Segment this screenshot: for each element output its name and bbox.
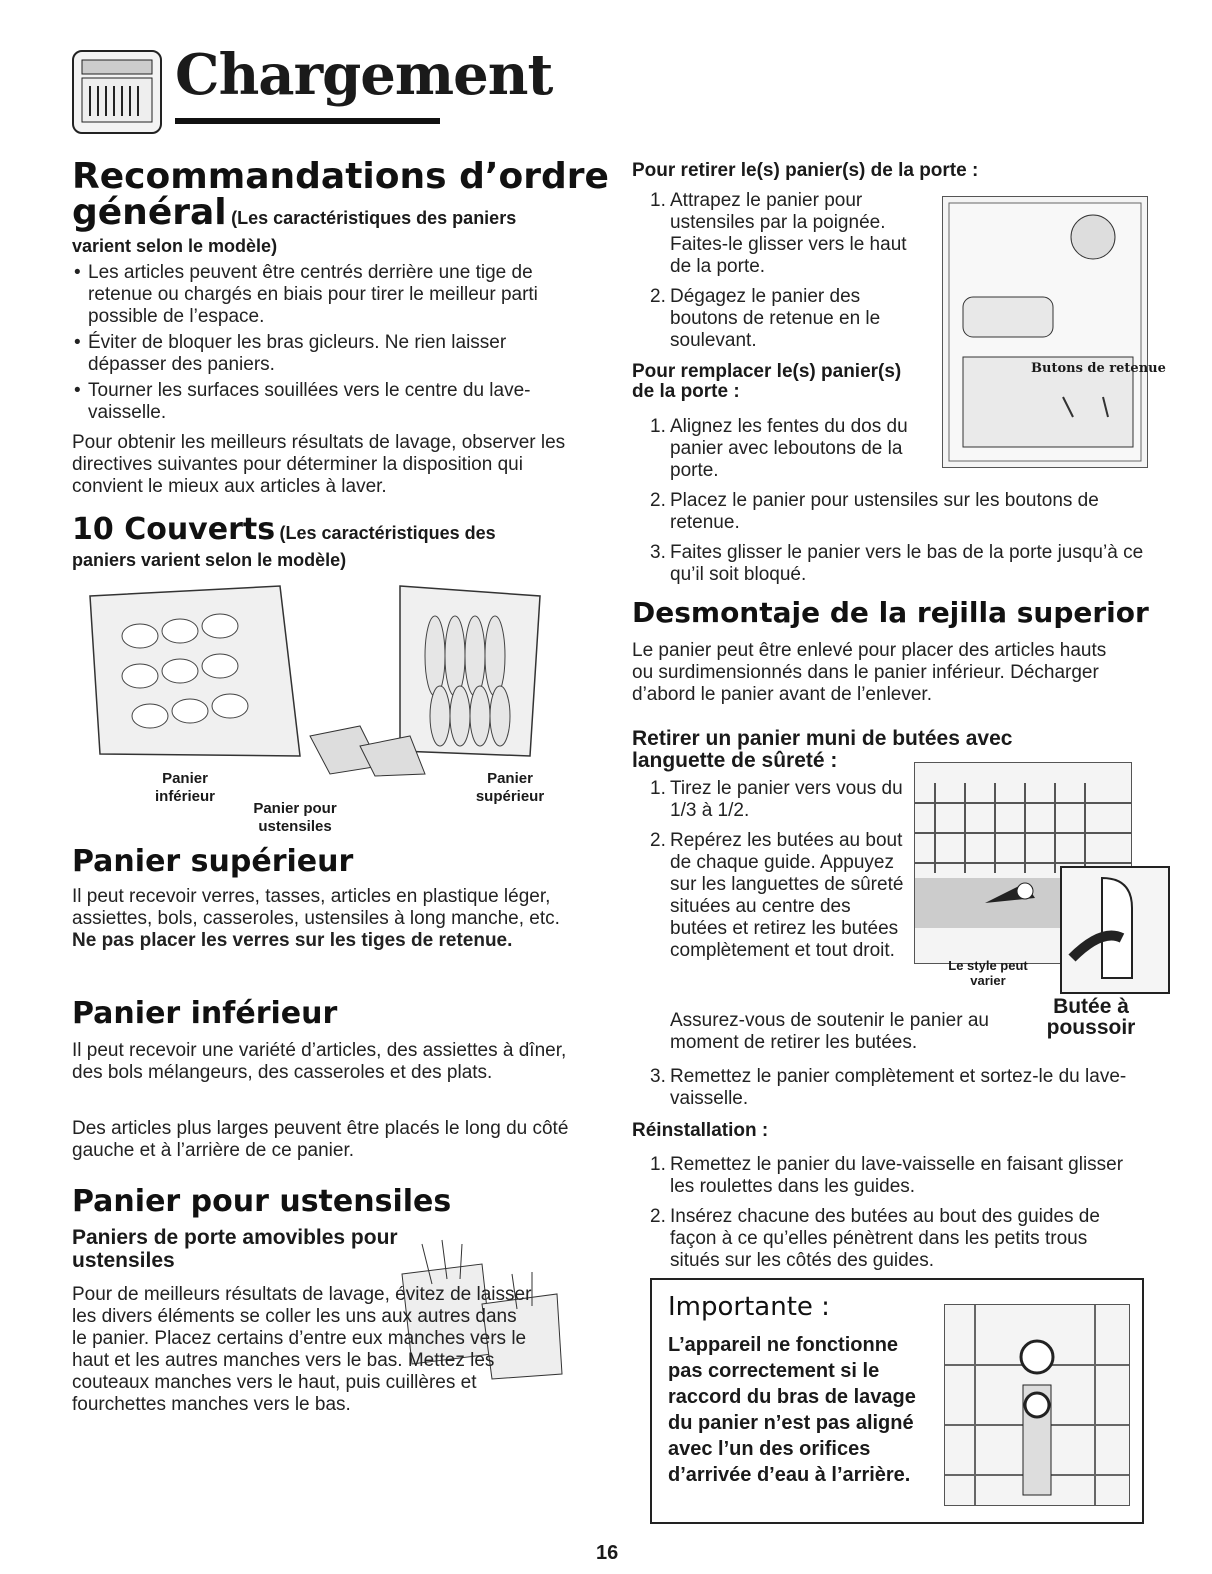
page-title: Chargement — [175, 42, 553, 108]
remove-rack-note: Assurez-vous de soutenir le panier au moment de retirer les butées. — [670, 1010, 989, 1053]
list-item: • Éviter de bloquer les bras gicleurs. Ne rien laisser dépasser des paniers. — [72, 332, 582, 376]
dishwasher-icon — [72, 50, 162, 134]
reco-subtitle: varient selon le modèle) — [72, 236, 278, 256]
list-item: 1. Attrapez le panier pour ustensiles par la poignée. Faites-le glisser vers le haut de la porte. — [650, 190, 907, 277]
list-item: 2. Dégagez le panier des boutons de retenue en le soulevant. — [650, 286, 881, 351]
utensil-basket-subtitle: Paniers de porte amovibles pour ustensiles — [72, 1226, 398, 1272]
push-stopper-label: Butée à poussoir — [1046, 995, 1136, 1039]
couverts-title: 10 Couverts (Les caractéristiques des — [72, 512, 496, 547]
door-buttons-illustration — [942, 196, 1166, 468]
replace-door-basket-steps — [636, 490, 1146, 594]
couverts-subtitle: paniers varient selon le modèle) — [72, 550, 347, 570]
desmontaje-title: Desmontaje de la rejilla superior — [632, 596, 1149, 629]
lower-basket-para1: Il peut recevoir une variété d’articles, des assiettes à dîner, des bols mélangeurs, des casseroles et des plats. — [72, 1040, 567, 1083]
remove-door-basket-steps — [636, 190, 926, 360]
racks-illustration — [80, 576, 550, 776]
reco-title-line2: général (Les caractéristiques des paniers — [72, 192, 517, 233]
replace-door-basket-step1 — [636, 416, 926, 490]
upper-basket-title: Panier supérieur — [72, 844, 354, 879]
important-box — [650, 1278, 1144, 1524]
remove-rack-steps — [636, 778, 906, 970]
list-item: 1. Remettez le panier du lave-vaisselle en faisant glisser les roulettes dans les guides. — [650, 1154, 1124, 1197]
reinstall-heading: Réinstallation : — [632, 1120, 769, 1141]
label-upper-basket: Panier supérieur — [475, 770, 545, 805]
page-number: 16 — [596, 1542, 619, 1564]
list-item: 2. Repérez les butées au bout de chaque guide. Appuyez sur les languettes de sûreté situées au centre des butées et retirez les butées complètement et tout droit. — [650, 830, 904, 961]
replace-door-basket-heading: Pour remplacer le(s) panier(s) de la porte : — [632, 361, 902, 402]
stopper-closeup — [1060, 866, 1170, 994]
reco-paragraph: Pour obtenir les meilleurs résultats de lavage, observer les directives suivantes pour déterminer la disposition qui convient le mieux aux articles à laver. — [72, 432, 566, 497]
upper-basket-text: Il peut recevoir verres, tasses, articles en plastique léger, assiettes, bols, casseroles, ustensiles à long manche, etc. Ne pas placer les verres sur les tiges de retenue. — [72, 886, 560, 951]
list-item: 3. Remettez le panier complètement et sortez-le du lave-vaisselle. — [650, 1066, 1127, 1109]
utensil-basket-title: Panier pour ustensiles — [72, 1184, 452, 1219]
title-underline — [175, 118, 440, 124]
important-title: Importante : — [668, 1292, 830, 1322]
list-item: • Tourner les surfaces souillées vers le centre du lave-vaisselle. — [72, 380, 582, 424]
door-buttons-label: Butons de retenue — [1031, 361, 1166, 376]
reinstall-steps — [636, 1154, 1136, 1280]
style-varies-label: Le style peut varier — [948, 958, 1028, 988]
label-lower-basket: Panier inférieur — [154, 770, 215, 805]
reco-title-line1: Recommandations d’ordre — [72, 156, 609, 197]
desmontaje-text: Le panier peut être enlevé pour placer des articles hauts ou surdimensionnés dans le panier inférieur. Décharger d’abord le panier avant de l’enlever. — [632, 640, 1107, 705]
remove-rack-heading: Retirer un panier muni de butées avec languette de sûreté : — [632, 727, 1013, 772]
list-item: 2. Insérez chacune des butées au bout des guides de façon à ce qu’elles pénètrent dans les petits trous situés sur les côtés des guides. — [650, 1206, 1100, 1271]
list-item: 1. Alignez les fentes du dos du panier avec leboutons de la porte. — [650, 416, 908, 481]
spray-arm-illustration — [944, 1304, 1130, 1506]
lower-basket-para2: Des articles plus larges peuvent être placés le long du côté gauche et à l’arrière de ce panier. — [72, 1118, 569, 1161]
list-item: 1. Tirez le panier vers vous du 1/3 à 1/2. — [650, 778, 903, 821]
list-item: • Les articles peuvent être centrés derrière une tige de retenue ou chargés en biais pour tirer le meilleur parti possible de l’espace. — [72, 262, 582, 328]
list-item: 3. Faites glisser le panier vers le bas de la porte jusqu’à ce qu’il soit bloqué. — [650, 542, 1144, 585]
important-text: L’appareil ne fonctionne pas correctement si le raccord du bras de lavage du panier n’est pas aligné avec l’un des orifices d’arrivée d’eau à l’arrière. — [668, 1334, 916, 1486]
remove-rack-step3 — [636, 1066, 1146, 1118]
utensil-basket-text: Pour de meilleurs résultats de lavage, évitez de laisser les divers éléments se coller les uns aux autres dans le panier. Placez certains d’entre eux manches vers le haut et les autres manches vers le bas. Mettez les couteaux manches vers le haut, puis cuillères et fourchettes manches vers le bas. — [72, 1284, 532, 1415]
reco-bullets — [72, 262, 582, 428]
lower-basket-title: Panier inférieur — [72, 996, 338, 1031]
list-item: 2. Placez le panier pour ustensiles sur les boutons de retenue. — [650, 490, 1099, 533]
label-utensil-basket: Panier pour ustensiles — [253, 800, 337, 835]
remove-door-basket-heading: Pour retirer le(s) panier(s) de la porte : — [632, 160, 979, 181]
